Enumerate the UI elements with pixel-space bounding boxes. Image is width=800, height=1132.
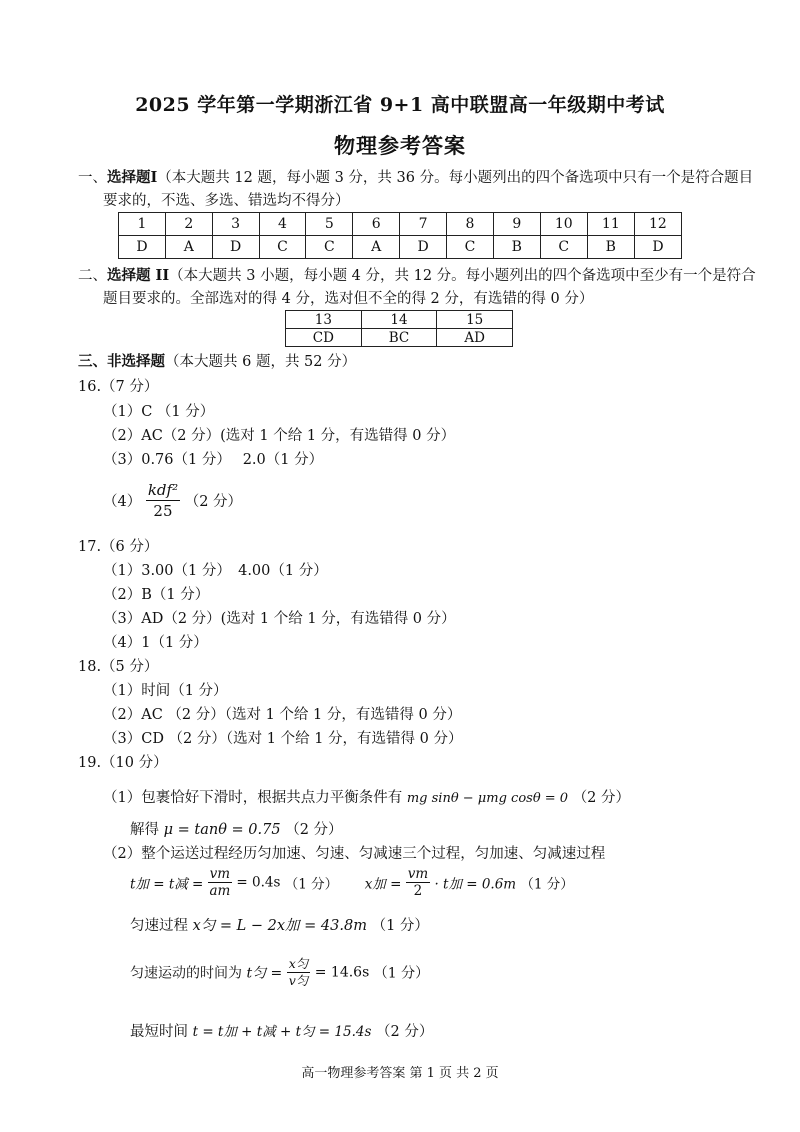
table-row-numbers <box>119 213 682 236</box>
q16-line3: （3）0.76（1 分） 2.0（1 分） <box>103 452 324 468</box>
table-cell: D <box>212 236 259 259</box>
table-cell: A <box>165 236 212 259</box>
table-cell: 1 <box>119 213 166 236</box>
section1-heading-bold: 选择题I <box>107 169 158 186</box>
fraction-numerator: vm <box>407 866 429 882</box>
q19-min-score: （2 分） <box>375 1024 434 1040</box>
q19-eq-time-accel <box>130 866 574 899</box>
table-cell: B <box>493 236 540 259</box>
table-cell: D <box>400 236 447 259</box>
table-cell: C <box>447 236 494 259</box>
table-cell: C <box>306 236 353 259</box>
table-cell: 6 <box>353 213 400 236</box>
q18-line3: （3）CD （2 分）（选对 1 个给 1 分，有选错得 0 分） <box>103 731 463 747</box>
section1-prefix: 一、 <box>78 170 107 186</box>
table-cell: 7 <box>400 213 447 236</box>
section2-heading-desc: （本大题共 3 小题，每小题 4 分，共 12 分。每小题列出的四个备选项中至少有一个是符合 <box>169 268 756 284</box>
table-cell: 3 <box>212 213 259 236</box>
q19-part2: （2）整个运送过程经历匀加速、匀速、匀减速三个过程，匀加速、匀减速过程 <box>103 846 606 862</box>
eq-left: t匀 = <box>246 965 283 982</box>
q17-line4: （4）1（1 分） <box>103 635 208 651</box>
fraction-denominator: am <box>209 883 231 899</box>
section2-heading <box>78 264 756 285</box>
fraction-numerator: kdf² <box>147 481 179 499</box>
page-subtitle: 物理参考答案 <box>334 133 466 158</box>
table-cell: B <box>587 236 634 259</box>
q19-part1b-text: 解得 <box>130 822 159 838</box>
table-cell: BC <box>361 329 437 347</box>
q19-uniform <box>130 914 429 935</box>
table-cell: 9 <box>493 213 540 236</box>
q16-line4-score: （2 分） <box>184 494 243 510</box>
section1-heading-line2: 要求的，不选、多选、错选均不得分） <box>103 193 350 209</box>
q16-line4-prefix: （4） <box>103 494 142 510</box>
table-cell: 14 <box>361 311 437 329</box>
eq-right: = 0.4s <box>236 874 281 891</box>
q19-uniform-text: 匀速过程 <box>130 918 188 934</box>
table-cell: D <box>119 236 166 259</box>
table-cell: CD <box>286 329 362 347</box>
table-cell: 4 <box>259 213 306 236</box>
eq-score: （1 分） <box>284 876 339 893</box>
q19-time-text: 匀速运动的时间为 <box>130 965 242 982</box>
q19-part1-equation: mg sinθ − μmg cosθ = 0 <box>406 791 569 806</box>
fraction <box>406 866 430 899</box>
eq-left: x加 = <box>364 876 402 893</box>
table-cell: 5 <box>306 213 353 236</box>
q19-part1b-score: （2 分） <box>285 822 343 838</box>
q19-uniform-time <box>130 956 429 989</box>
table-cell: 11 <box>587 213 634 236</box>
eq-right: · t加 = 0.6m <box>434 876 517 893</box>
q18-line1: （1）时间（1 分） <box>103 683 228 699</box>
fraction-denominator: v匀 <box>288 973 309 988</box>
q19-part1b-equation: μ = tanθ = 0.75 <box>163 822 281 838</box>
q19-part1-text: （1）包裹恰好下滑时，根据共点力平衡条件有 <box>103 790 403 806</box>
q17-head: 17.（6 分） <box>78 539 159 555</box>
fraction-denominator: 25 <box>153 502 173 520</box>
fraction-numerator: vm <box>209 866 231 882</box>
q19-part1 <box>103 786 630 807</box>
table-row-answers <box>119 236 682 259</box>
table-row-answers <box>286 329 513 347</box>
table-cell: C <box>259 236 306 259</box>
q16-head: 16.（7 分） <box>78 379 159 395</box>
q19-min-equation: t = t加 + t减 + t匀 = 15.4s <box>192 1024 372 1040</box>
q17-line2: （2）B（1 分） <box>103 587 210 603</box>
answer-table-2 <box>285 310 513 347</box>
table-cell: 13 <box>286 311 362 329</box>
fraction <box>287 956 311 989</box>
eq-left: t加 = t减 = <box>130 876 204 893</box>
section3-heading <box>78 350 356 371</box>
section1-heading <box>78 166 753 187</box>
table-cell: 15 <box>437 311 513 329</box>
table-cell: C <box>540 236 587 259</box>
q19-uniform-score: （1 分） <box>371 918 429 934</box>
q19-head: 19.（10 分） <box>78 755 168 771</box>
page-title: 2025 学年第一学期浙江省 9+1 高中联盟高一年级期中考试 <box>135 94 665 116</box>
eq-score: （1 分） <box>373 965 430 982</box>
table-cell: 2 <box>165 213 212 236</box>
fraction <box>146 480 180 521</box>
section3-heading-bold: 三、非选择题 <box>78 353 165 370</box>
section2-prefix: 二、 <box>78 268 107 284</box>
q18-line2: （2）AC （2 分）（选对 1 个给 1 分，有选错得 0 分） <box>103 707 462 723</box>
fraction <box>208 866 232 899</box>
fraction-denominator: 2 <box>413 883 423 899</box>
q19-min-time <box>130 1020 433 1041</box>
table-row-numbers <box>286 311 513 329</box>
q19-min-text: 最短时间 <box>130 1024 188 1040</box>
section1-heading-desc: （本大题共 12 题，每小题 3 分，共 36 分。每小题列出的四个备选项中只有一个是符合题目 <box>157 170 754 186</box>
q19-part1-score: （2 分） <box>572 790 631 806</box>
table-cell: A <box>353 236 400 259</box>
fraction-numerator: x匀 <box>288 956 309 971</box>
q19-part1b <box>130 818 343 839</box>
section2-heading-bold: 选择题 II <box>107 267 170 284</box>
table-cell: 10 <box>540 213 587 236</box>
q19-uniform-equation: x匀 = L − 2x加 = 43.8m <box>192 918 367 934</box>
page-footer: 高一物理参考答案 第 1 页 共 2 页 <box>301 1066 499 1081</box>
table-cell: AD <box>437 329 513 347</box>
q17-line3: （3）AD（2 分）(选对 1 个给 1 分，有选错得 0 分） <box>103 611 456 627</box>
answer-table-1 <box>118 212 682 259</box>
table-cell: 8 <box>447 213 494 236</box>
q16-line2: （2）AC（2 分）(选对 1 个给 1 分，有选错得 0 分） <box>103 428 456 444</box>
section3-heading-desc: （本大题共 6 题，共 52 分） <box>165 354 357 370</box>
q16-line4 <box>103 480 242 521</box>
section2-heading-line2: 题目要求的。全部选对的得 4 分，选对但不全的得 2 分，有选错的得 0 分） <box>103 291 594 307</box>
q16-line1: （1）C （1 分） <box>103 404 215 420</box>
q18-head: 18.（5 分） <box>78 659 159 675</box>
q17-line1: （1）3.00（1 分） 4.00（1 分） <box>103 563 328 579</box>
eq-right: = 14.6s <box>314 964 370 981</box>
table-cell: D <box>634 236 681 259</box>
eq-score: （1 分） <box>520 876 574 893</box>
table-cell: 12 <box>634 213 681 236</box>
